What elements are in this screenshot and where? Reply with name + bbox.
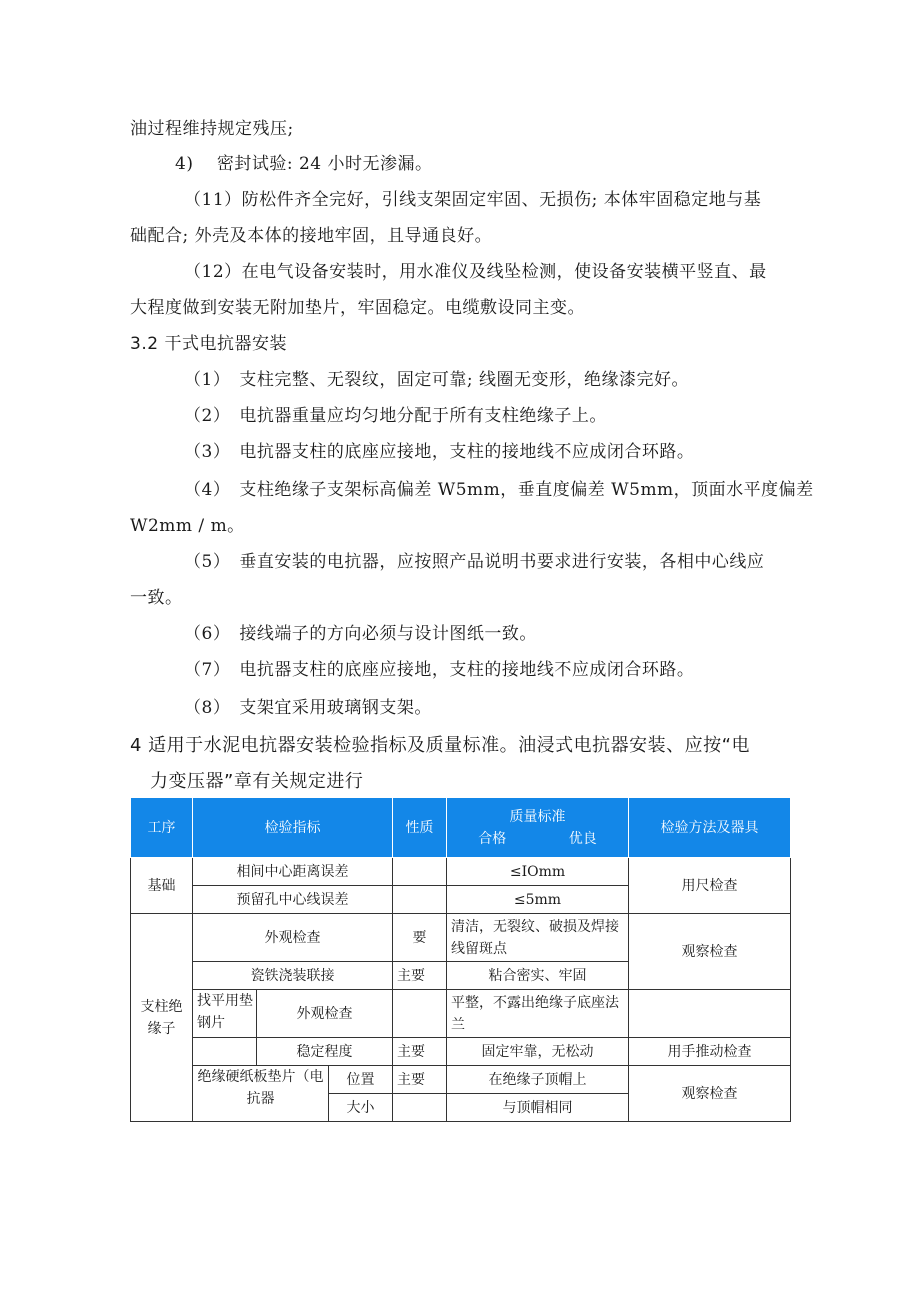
standard-cell: 固定牢靠，无松动 — [447, 1038, 629, 1066]
nature-cell — [393, 858, 447, 886]
indicator-cell: 相间中心距离误差 — [193, 858, 393, 886]
header-excellent: 优良 — [568, 830, 597, 847]
header-nature: 性质 — [393, 798, 447, 858]
indicator-group-cell: 绝缘硬纸板垫片（电抗器 — [193, 1066, 329, 1122]
list-item: （5） 垂直安装的电抗器，应按照产品说明书要求进行安装，各相中心线应 — [184, 552, 765, 572]
indicator-cell: 预留孔中心线误差 — [193, 886, 393, 914]
standard-cell: 清洁，无裂纹、破损及焊接线留斑点 — [447, 914, 629, 962]
nature-cell — [393, 886, 447, 914]
indicator-cell: 外观检查 — [257, 990, 393, 1038]
list-item: （6） 接线端子的方向必须与设计图纸一致。 — [184, 624, 537, 644]
paragraph: （12）在电气设备安装时，用水准仪及线坠检测，使设备安装横平竖直、最 — [184, 262, 767, 282]
method-cell: 用尺检查 — [629, 858, 791, 914]
process-cell: 基础 — [131, 858, 193, 914]
list-item: （4） 支柱绝缘子支架标高偏差 W5mm，垂直度偏差 W5mm，顶面水平度偏差 — [184, 480, 814, 500]
note-paragraph: 力变压器”章有关规定进行 — [150, 771, 364, 792]
header-quality-title: 质量标准 — [509, 808, 566, 825]
nature-cell: 主要 — [393, 962, 447, 990]
note-paragraph: 4 适用于水泥电抗器安装检验指标及质量标准。油浸式电抗器安装、应按“电 — [130, 735, 750, 756]
paragraph: 础配合; 外壳及本体的接地牢固，且导通良好。 — [130, 226, 493, 246]
process-label: 支柱绝缘子 — [140, 998, 183, 1037]
method-cell: 观察检查 — [629, 914, 791, 990]
indicator-cell: 瓷铁浇装联接 — [193, 962, 393, 990]
indicator-group-cell: 找平用垫钢片 — [193, 990, 257, 1038]
header-indicator: 检验指标 — [193, 798, 393, 858]
table-row — [131, 858, 791, 886]
standard-cell: ≤IOmm — [447, 858, 629, 886]
method-cell: 用手推动检查 — [629, 1038, 791, 1066]
header-method: 检验方法及器具 — [629, 798, 791, 858]
table-row — [131, 1066, 791, 1094]
nature-cell: 要 — [393, 914, 447, 962]
header-quality — [447, 798, 629, 858]
table-row — [131, 990, 791, 1038]
list-item: （2） 电抗器重量应均匀地分配于所有支柱绝缘子上。 — [184, 406, 607, 426]
table-row — [131, 914, 791, 962]
indicator-cell: 稳定程度 — [257, 1038, 393, 1066]
standard-cell: 粘合密实、牢固 — [447, 962, 629, 990]
table-row — [131, 1038, 791, 1066]
indicator-group-cell — [193, 1038, 257, 1066]
table-header-row — [131, 798, 791, 858]
paragraph: 4) 密封试验: 24 小时无渗漏。 — [175, 154, 433, 174]
paragraph: （11）防松件齐全完好，引线支架固定牢固、无损伤; 本体牢固稳定地与基 — [184, 190, 762, 210]
indicator-cell: 外观检查 — [193, 914, 393, 962]
standard-cell: 与顶帽相同 — [447, 1094, 629, 1122]
nature-cell: 主要 — [393, 1066, 447, 1094]
paragraph: 大程度做到安装无附加垫片，牢固稳定。电缆敷设同主变。 — [130, 298, 585, 318]
paragraph: 油过程维持规定残压; — [130, 119, 294, 139]
nature-cell — [393, 1094, 447, 1122]
standard-cell: 在绝缘子顶帽上 — [447, 1066, 629, 1094]
list-item: （7） 电抗器支柱的底座应接地，支柱的接地线不应成闭合环路。 — [184, 660, 695, 680]
method-cell — [629, 990, 791, 1038]
header-process: 工序 — [131, 798, 193, 858]
quality-standard-table — [130, 797, 791, 1122]
list-item: 一致。 — [130, 588, 183, 608]
nature-cell: 主要 — [393, 1038, 447, 1066]
list-item: （8） 支架宜采用玻璃钢支架。 — [184, 698, 432, 718]
indicator-cell: 位置 — [329, 1066, 393, 1094]
list-item: （1） 支柱完整、无裂纹，固定可靠; 线圈无变形，绝缘漆完好。 — [184, 370, 689, 390]
list-item: （3） 电抗器支柱的底座应接地，支柱的接地线不应成闭合环路。 — [184, 442, 695, 462]
standard-cell: ≤5mm — [447, 886, 629, 914]
header-quality-sub — [447, 828, 628, 850]
method-cell: 观察检查 — [629, 1066, 791, 1122]
process-cell — [131, 914, 193, 1122]
header-pass: 合格 — [478, 830, 507, 847]
standard-cell: 平整，不露出绝缘子底座法兰 — [447, 990, 629, 1038]
indicator-cell: 大小 — [329, 1094, 393, 1122]
nature-cell — [393, 990, 447, 1038]
section-heading: 3.2 干式电抗器安装 — [130, 334, 287, 354]
list-item: W2mm / m。 — [130, 516, 245, 536]
